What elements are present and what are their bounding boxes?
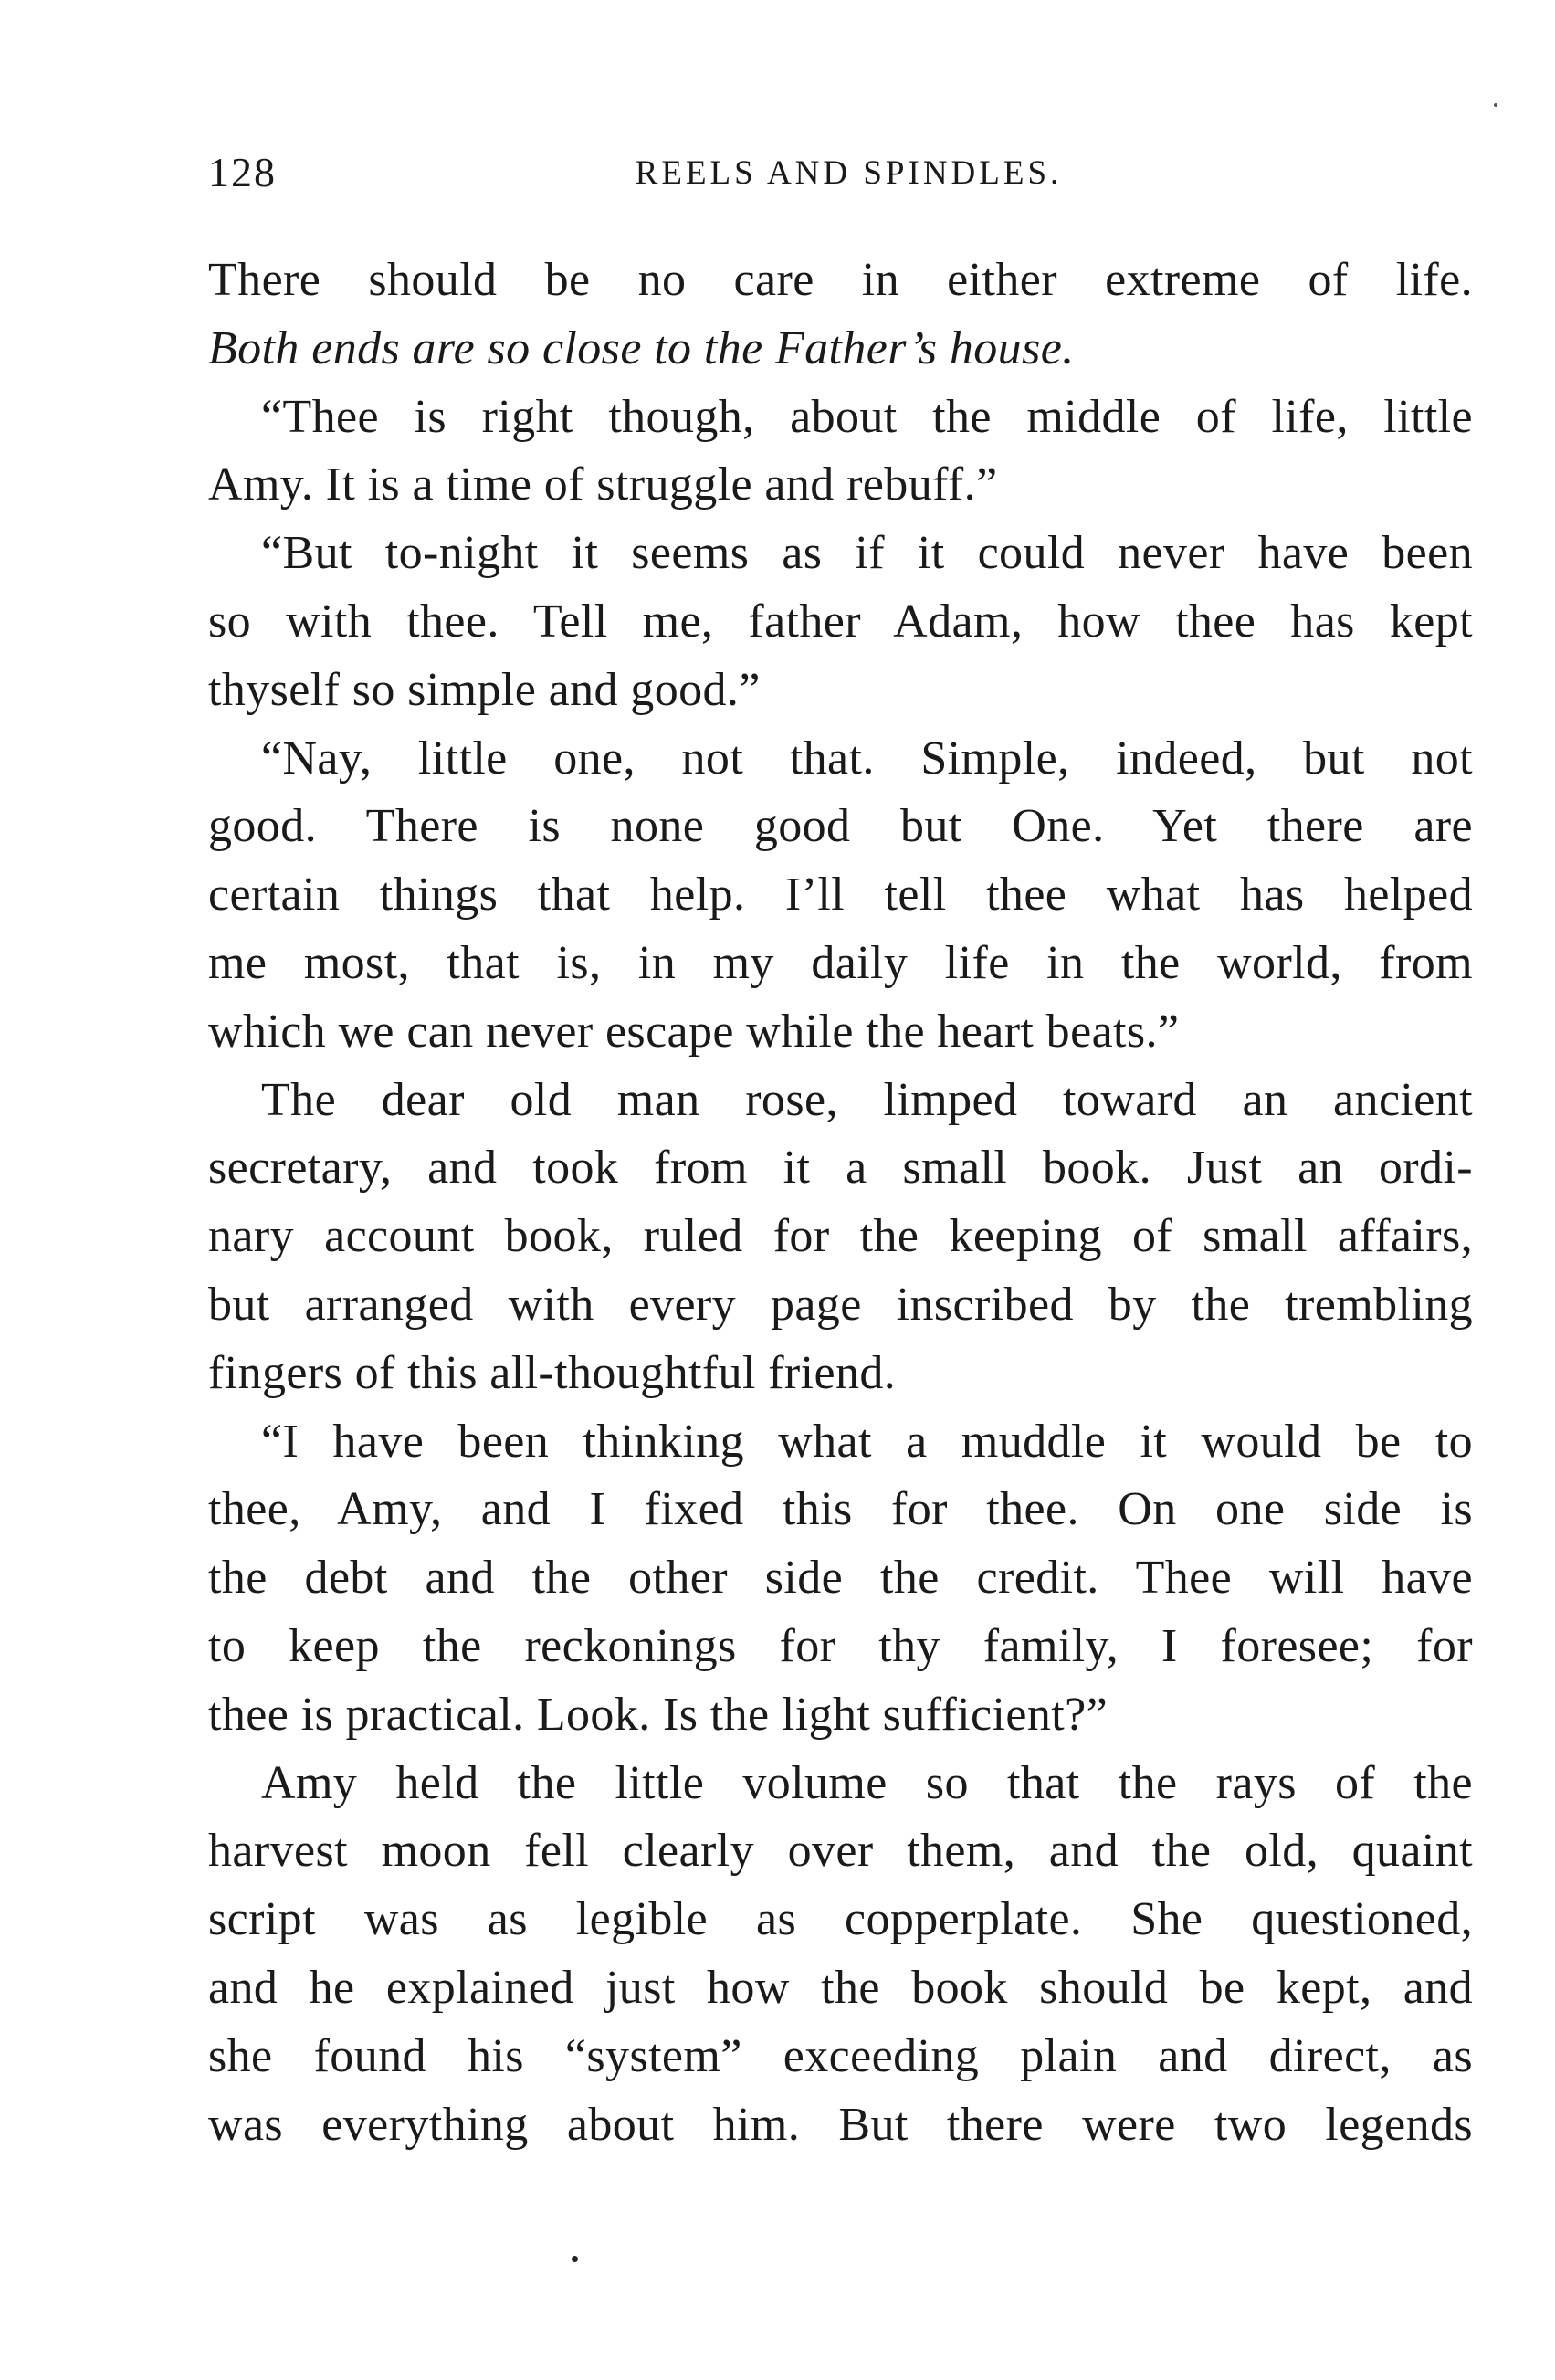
- text-line: Both ends are so close to the Father’s house.: [208, 321, 1075, 374]
- text-line: Amy held the little volume so that the rays of the: [261, 1756, 1473, 1809]
- text-line: “Thee is right though, about the middle of life, little: [261, 390, 1473, 443]
- text-line: she found his “system” exceeding plain and direct, as: [208, 2029, 1473, 2082]
- text-line: was everything about him. But there were two legends: [208, 2098, 1473, 2151]
- text-line: good. There is none good but One. Yet there are: [208, 800, 1473, 853]
- text-line: the debt and the other side the credit. Thee will have: [208, 1552, 1473, 1605]
- text-line: so with thee. Tell me, father Adam, how thee has kept: [208, 595, 1473, 648]
- scan-speck: [1494, 103, 1497, 107]
- scan-speck: [572, 2256, 578, 2262]
- text-line: harvest moon fell clearly over them, and the old, quaint: [208, 1825, 1473, 1878]
- text-line: thee is practical. Look. Is the light sufficient?”: [208, 1688, 1108, 1741]
- text-line: to keep the reckonings for thy family, I foresee; for: [208, 1619, 1473, 1672]
- text-line: Amy. It is a time of struggle and rebuff.”: [208, 458, 998, 511]
- body-text: [208, 247, 1473, 2159]
- running-head: REELS AND SPINDLES.: [635, 154, 1063, 192]
- text-line: There should be no care in either extreme of life.: [208, 254, 1473, 306]
- page-header: [208, 148, 1471, 203]
- text-line: “Nay, little one, not that. Simple, indeed, but not: [261, 732, 1473, 785]
- text-line: certain things that help. I’ll tell thee what has helped: [208, 869, 1473, 921]
- text-line: “I have been thinking what a muddle it would be to: [261, 1415, 1473, 1468]
- text-line: which we can never escape while the heart beats.”: [208, 1005, 1180, 1058]
- text-line: thee, Amy, and I fixed this for thee. On one side is: [208, 1483, 1473, 1536]
- text-line: script was as legible as copperplate. She questioned,: [208, 1893, 1473, 1946]
- text-line: but arranged with every page inscribed by the trembling: [208, 1278, 1473, 1331]
- page-number: 128: [208, 149, 277, 195]
- text-line: thyself so simple and good.”: [208, 663, 761, 716]
- text-line: and he explained just how the book should be kept, and: [208, 1961, 1473, 2014]
- text-line: fingers of this all-thoughtful friend.: [208, 1346, 897, 1399]
- text-line: me most, that is, in my daily life in the world, from: [208, 936, 1473, 989]
- text-line: secretary, and took from it a small book. Just an ordi-: [208, 1142, 1473, 1195]
- text-line: The dear old man rose, limped toward an ancient: [261, 1073, 1473, 1126]
- text-line: nary account book, ruled for the keeping of small affairs,: [208, 1210, 1473, 1263]
- text-line: “But to-night it seems as if it could never have been: [261, 527, 1473, 580]
